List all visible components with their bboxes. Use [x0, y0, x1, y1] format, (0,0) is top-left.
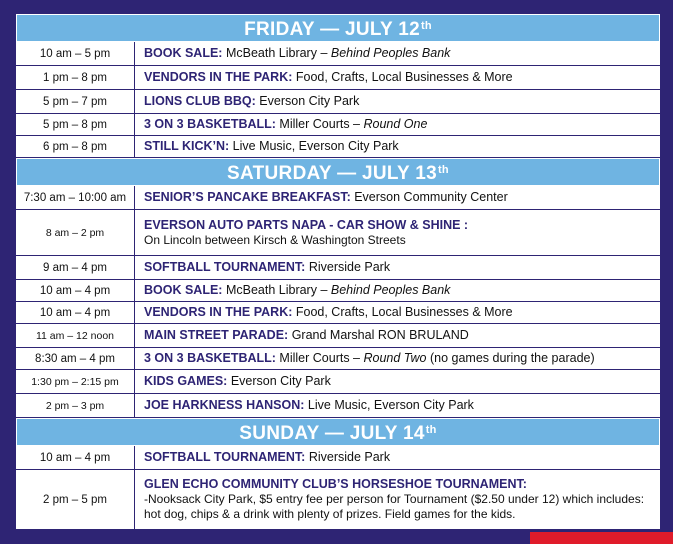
event-details — [135, 136, 660, 157]
event-text: McBeath Library – — [222, 46, 331, 60]
event-title: GLEN ECHO COMMUNITY CLUB’S HORSESHOE TOURNAMENT: — [144, 477, 527, 491]
event-title: SOFTBALL TOURNAMENT: — [144, 450, 306, 464]
event-title: STILL KICK’N: — [144, 139, 230, 153]
event-text: Miller Courts – — [275, 351, 364, 365]
event-schedule — [16, 14, 660, 530]
event-title: VENDORS IN THE PARK: — [144, 70, 293, 84]
event-title: 3 ON 3 BASKETBALL: — [144, 351, 276, 365]
event-line — [144, 218, 660, 233]
event-time: 10 am – 5 pm — [16, 42, 135, 65]
event-details — [135, 256, 660, 279]
event-line — [144, 139, 660, 154]
event-text: Live Music, Everson City Park — [304, 398, 474, 412]
event-time: 6 pm – 8 pm — [16, 136, 135, 157]
event-time: 10 am – 4 pm — [16, 446, 135, 469]
event-title: MAIN STREET PARADE: — [144, 328, 289, 342]
event-details — [135, 90, 660, 113]
event-details — [135, 66, 660, 89]
day-header — [16, 158, 660, 186]
event-title: KIDS GAMES: — [144, 374, 228, 388]
event-text: Live Music, Everson City Park — [229, 139, 399, 153]
event-time: 5 pm – 7 pm — [16, 90, 135, 113]
event-note: (no games during the parade) — [426, 351, 595, 365]
day-header — [16, 14, 660, 42]
event-line — [144, 260, 660, 275]
event-row — [16, 136, 660, 158]
day-ordinal: th — [425, 424, 437, 436]
event-line — [144, 450, 660, 465]
event-text: Everson City Park — [255, 94, 360, 108]
event-row — [16, 394, 660, 418]
event-text: Food, Crafts, Local Businesses & More — [292, 70, 513, 84]
event-line — [144, 398, 660, 413]
event-line — [144, 283, 660, 298]
event-time: 11 am – 12 noon — [16, 324, 135, 347]
event-italic: Behind Peoples Bank — [330, 46, 451, 60]
event-time: 1:30 pm – 2:15 pm — [16, 370, 135, 393]
event-title: BOOK SALE: — [144, 46, 223, 60]
event-title: VENDORS IN THE PARK: — [144, 305, 293, 319]
event-row — [16, 210, 660, 256]
event-row — [16, 446, 660, 470]
event-text: Riverside Park — [305, 450, 391, 464]
event-time: 8 am – 2 pm — [16, 210, 135, 255]
event-time: 7:30 am – 10:00 am — [16, 186, 135, 209]
event-text: Grand Marshal RON BRULAND — [288, 328, 469, 342]
event-time: 8:30 am – 4 pm — [16, 348, 135, 369]
event-title: 3 ON 3 BASKETBALL: — [144, 117, 276, 131]
event-row — [16, 470, 660, 530]
event-line — [144, 117, 660, 132]
event-line — [144, 46, 660, 61]
event-italic: Behind Peoples Bank — [330, 283, 451, 297]
event-line — [144, 70, 660, 85]
event-text: McBeath Library – — [222, 283, 331, 297]
event-time: 10 am – 4 pm — [16, 280, 135, 301]
red-accent-shape — [530, 532, 673, 544]
event-subtext: On Lincoln between Kirsch & Washington Streets — [144, 232, 406, 247]
event-text: Everson Community Center — [350, 190, 508, 204]
event-line — [144, 190, 660, 205]
day-ordinal: th — [437, 164, 449, 176]
event-time: 10 am – 4 pm — [16, 302, 135, 323]
event-title: BOOK SALE: — [144, 283, 223, 297]
event-row — [16, 302, 660, 324]
event-row — [16, 256, 660, 280]
event-row — [16, 370, 660, 394]
event-row — [16, 186, 660, 210]
event-line — [144, 94, 660, 109]
event-time: 2 pm – 3 pm — [16, 394, 135, 417]
event-title: SENIOR’S PANCAKE BREAKFAST: — [144, 190, 351, 204]
event-line — [144, 477, 660, 492]
event-title: JOE HARKNESS HANSON: — [144, 398, 305, 412]
event-text: Miller Courts – — [275, 117, 364, 131]
event-title: EVERSON AUTO PARTS NAPA - CAR SHOW & SHINE : — [144, 217, 469, 232]
event-time: 9 am – 4 pm — [16, 256, 135, 279]
event-row — [16, 42, 660, 66]
event-details — [135, 470, 660, 529]
event-details — [135, 348, 660, 369]
event-time: 1 pm – 8 pm — [16, 66, 135, 89]
event-details — [135, 210, 660, 255]
event-line — [144, 328, 660, 343]
event-line — [144, 351, 660, 366]
event-row — [16, 114, 660, 136]
day-label: SATURDAY — JULY 13 — [227, 163, 437, 184]
day-label: SUNDAY — JULY 14 — [239, 423, 425, 444]
event-line — [144, 305, 660, 320]
event-details — [135, 114, 660, 135]
event-subtext: -Nooksack City Park, $5 entry fee per person for Tournament ($2.50 under 12) which includes: hot dog, chips & a drink with plenty of prizes. Field games for the kids. — [144, 492, 645, 521]
event-details — [135, 324, 660, 347]
event-row — [16, 90, 660, 114]
day-label: FRIDAY — JULY 12 — [244, 19, 420, 40]
event-italic: Round One — [363, 117, 428, 131]
event-italic: Round Two — [363, 351, 427, 365]
event-title: LIONS CLUB BBQ: — [144, 94, 256, 108]
event-row — [16, 348, 660, 370]
event-row — [16, 324, 660, 348]
event-row — [16, 66, 660, 90]
day-ordinal: th — [420, 20, 432, 32]
event-details — [135, 446, 660, 469]
event-text: Everson City Park — [227, 374, 331, 388]
day-header — [16, 418, 660, 446]
event-title: SOFTBALL TOURNAMENT: — [144, 260, 306, 274]
event-details — [135, 302, 660, 323]
event-time: 5 pm – 8 pm — [16, 114, 135, 135]
event-line — [144, 374, 660, 389]
event-details — [135, 280, 660, 301]
event-details — [135, 370, 660, 393]
event-text: Riverside Park — [305, 260, 391, 274]
event-details — [135, 186, 660, 209]
event-text: Food, Crafts, Local Businesses & More — [292, 305, 513, 319]
event-details — [135, 42, 660, 65]
event-row — [16, 280, 660, 302]
event-time: 2 pm – 5 pm — [16, 470, 135, 529]
event-details — [135, 394, 660, 417]
